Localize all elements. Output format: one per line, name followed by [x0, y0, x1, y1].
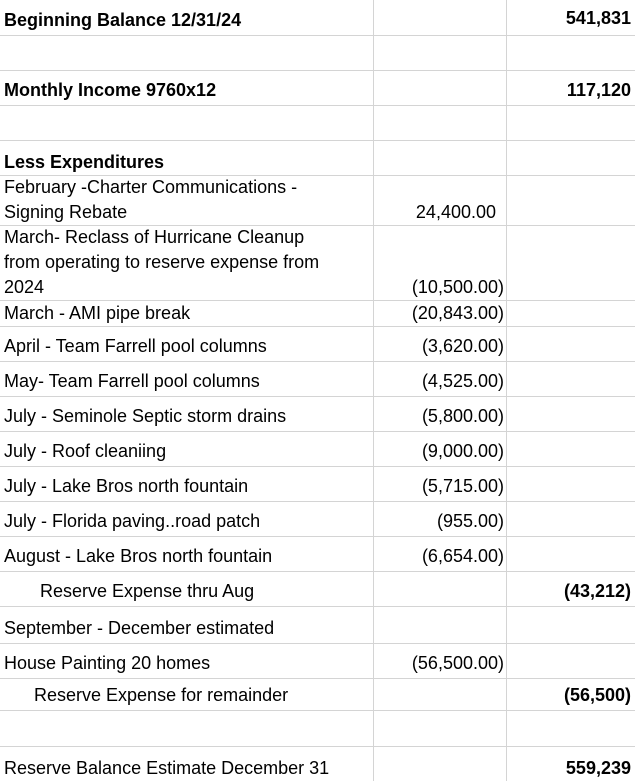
label-cell — [4, 175, 297, 225]
label-line: Signing Rebate — [4, 202, 128, 222]
row-august-fountain[interactable] — [0, 537, 635, 572]
label-line: 2024 — [4, 277, 45, 297]
row-july-septic[interactable] — [0, 397, 635, 432]
row-house-painting[interactable] — [0, 644, 635, 679]
row-blank[interactable] — [0, 106, 635, 141]
row-less-expenditures[interactable] — [0, 141, 635, 176]
row-july-paving[interactable] — [0, 502, 635, 537]
label-cell: September - December estimated — [4, 618, 275, 638]
total-cell: (43,212) — [563, 581, 631, 601]
label-cell: July - Florida paving..road patch — [4, 511, 261, 531]
label-cell: House Painting 20 homes — [4, 653, 211, 673]
row-reserve-thru-aug[interactable] — [0, 572, 635, 607]
label-cell: Reserve Balance Estimate December 31 — [4, 758, 330, 778]
row-may[interactable] — [0, 362, 635, 397]
row-beginning-balance[interactable] — [0, 0, 635, 36]
label-line: March- Reclass of Hurricane Cleanup — [4, 227, 305, 247]
row-february[interactable] — [0, 176, 635, 226]
label-line: from operating to reserve expense from — [4, 252, 320, 272]
label-cell: August - Lake Bros north fountain — [4, 546, 273, 566]
amount-cell: (6,654.00) — [421, 546, 504, 566]
label-cell: July - Lake Bros north fountain — [4, 476, 249, 496]
subtotal-label: Reserve Expense thru Aug — [40, 581, 255, 601]
row-march-reclass[interactable] — [0, 226, 635, 301]
row-sep-dec[interactable] — [0, 607, 635, 644]
label-cell: July - Seminole Septic storm drains — [4, 406, 287, 426]
row-monthly-income[interactable] — [0, 71, 635, 106]
row-july-fountain[interactable] — [0, 467, 635, 502]
label-cell: April - Team Farrell pool columns — [4, 336, 267, 356]
amount-cell: (3,620.00) — [421, 336, 504, 356]
total-cell: 541,831 — [565, 8, 631, 28]
label-cell: Monthly Income 9760x12 — [4, 80, 217, 100]
row-march-pipe[interactable] — [0, 301, 635, 327]
total-cell: 559,239 — [565, 758, 631, 778]
label-cell: May- Team Farrell pool columns — [4, 371, 260, 391]
amount-cell: (5,715.00) — [421, 476, 504, 496]
row-blank[interactable] — [0, 36, 635, 71]
section-heading: Less Expenditures — [4, 152, 165, 172]
row-july-roof[interactable] — [0, 432, 635, 467]
label-cell: Beginning Balance 12/31/24 — [4, 10, 242, 30]
label-cell: July - Roof cleaniing — [4, 441, 167, 461]
label-line: February -Charter Communications - — [4, 177, 298, 197]
amount-cell: (955.00) — [436, 511, 504, 531]
amount-cell: (10,500.00) — [411, 277, 504, 297]
amount-cell: (20,843.00) — [411, 303, 504, 323]
amount-cell: 24,400.00 — [415, 202, 496, 222]
row-reserve-balance-estimate[interactable] — [0, 747, 635, 781]
row-reserve-remainder[interactable] — [0, 679, 635, 711]
total-cell: 117,120 — [566, 80, 631, 100]
subtotal-label: Reserve Expense for remainder — [34, 685, 289, 705]
label-cell — [4, 225, 319, 300]
amount-cell: (5,800.00) — [421, 406, 504, 426]
label-cell: March - AMI pipe break — [4, 303, 191, 323]
total-cell: (56,500) — [563, 685, 631, 705]
amount-cell: (4,525.00) — [421, 371, 504, 391]
row-blank[interactable] — [0, 711, 635, 747]
row-april[interactable] — [0, 327, 635, 362]
amount-cell: (9,000.00) — [421, 441, 504, 461]
amount-cell: (56,500.00) — [411, 653, 504, 673]
